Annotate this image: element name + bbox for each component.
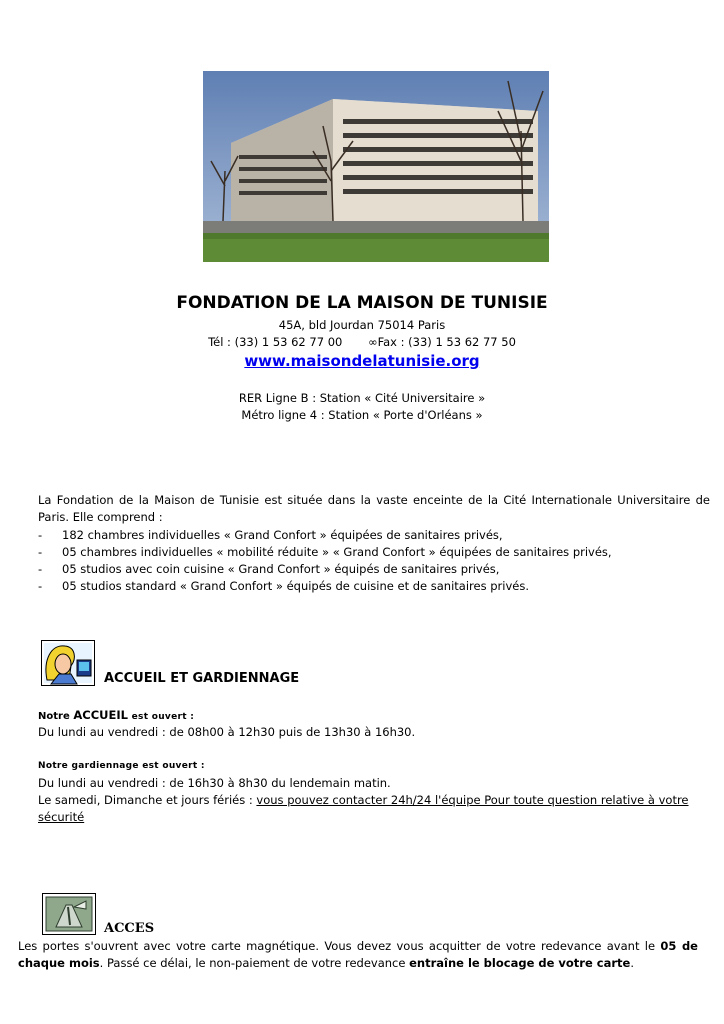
rer-info: RER Ligne B : Station « Cité Universitaire » — [238, 391, 486, 405]
list-item: - 05 studios avec coin cuisine « Grand Confort » équipés de sanitaires privés, — [38, 562, 500, 576]
accueil-label: Notre ACCUEIL est ouvert : — [38, 708, 195, 722]
accueil-hours: Du lundi au vendredi : de 08h00 à 12h30 puis de 13h30 à 16h30. — [38, 725, 416, 739]
page-title: FONDATION DE LA MAISON DE TUNISIE — [176, 293, 548, 313]
gardiennage-hours: Du lundi au vendredi : de 16h30 à 8h30 du lendemain matin. — [38, 776, 391, 790]
list-item: - 182 chambres individuelles « Grand Confort » équipées de sanitaires privés, — [38, 528, 503, 542]
metro-info: Métro ligne 4 : Station « Porte d'Orléans » — [241, 408, 483, 422]
list-item: - 05 chambres individuelles « mobilité réduite » « Grand Confort » équipées de sanitaires privés, — [38, 545, 612, 559]
room-list — [38, 527, 612, 595]
receptionist-icon — [41, 640, 95, 686]
list-item: - 05 studios standard « Grand Confort » équipés de cuisine et de sanitaires privés. — [38, 579, 529, 593]
security-contact-link[interactable]: vous pouvez contacter 24h/24 l'équipe Pour toute question relative à votre sécurité — [38, 793, 689, 824]
acces-paragraph: Les portes s'ouvrent avec votre carte magnétique. Vous devez vous acquitter de votre redevance avant le 05 de chaque mois. Passé ce délai, le non-paiement de votre redevance entraîne le blocage de votre carte. — [18, 939, 698, 970]
weekend-info: Le samedi, Dimanche et jours fériés : vous pouvez contacter 24h/24 l'équipe Pour toute question relative à votre sécurité — [38, 793, 689, 824]
website-link[interactable]: www.maisondelatunisie.org — [244, 352, 480, 370]
phone: Tél : (33) 1 53 62 77 00 — [208, 335, 343, 349]
address: 45A, bld Jourdan 75014 Paris — [278, 318, 446, 332]
building-photo — [203, 71, 549, 262]
section-heading-acces: ACCES — [104, 921, 155, 936]
gardiennage-label: Notre gardiennage est ouvert : — [38, 761, 205, 771]
section-heading-accueil: ACCUEIL ET GARDIENNAGE — [104, 671, 300, 686]
contact-line — [0, 335, 724, 349]
intro-paragraph: La Fondation de la Maison de Tunisie est située dans la vaste enceinte de la Cité Internationale Universitaire de Paris. Elle comprend : — [38, 493, 710, 524]
fax-icon: ∞ — [367, 335, 378, 349]
road-sign-icon — [42, 893, 96, 935]
fax: Fax : (33) 1 53 62 77 50 — [377, 335, 516, 349]
